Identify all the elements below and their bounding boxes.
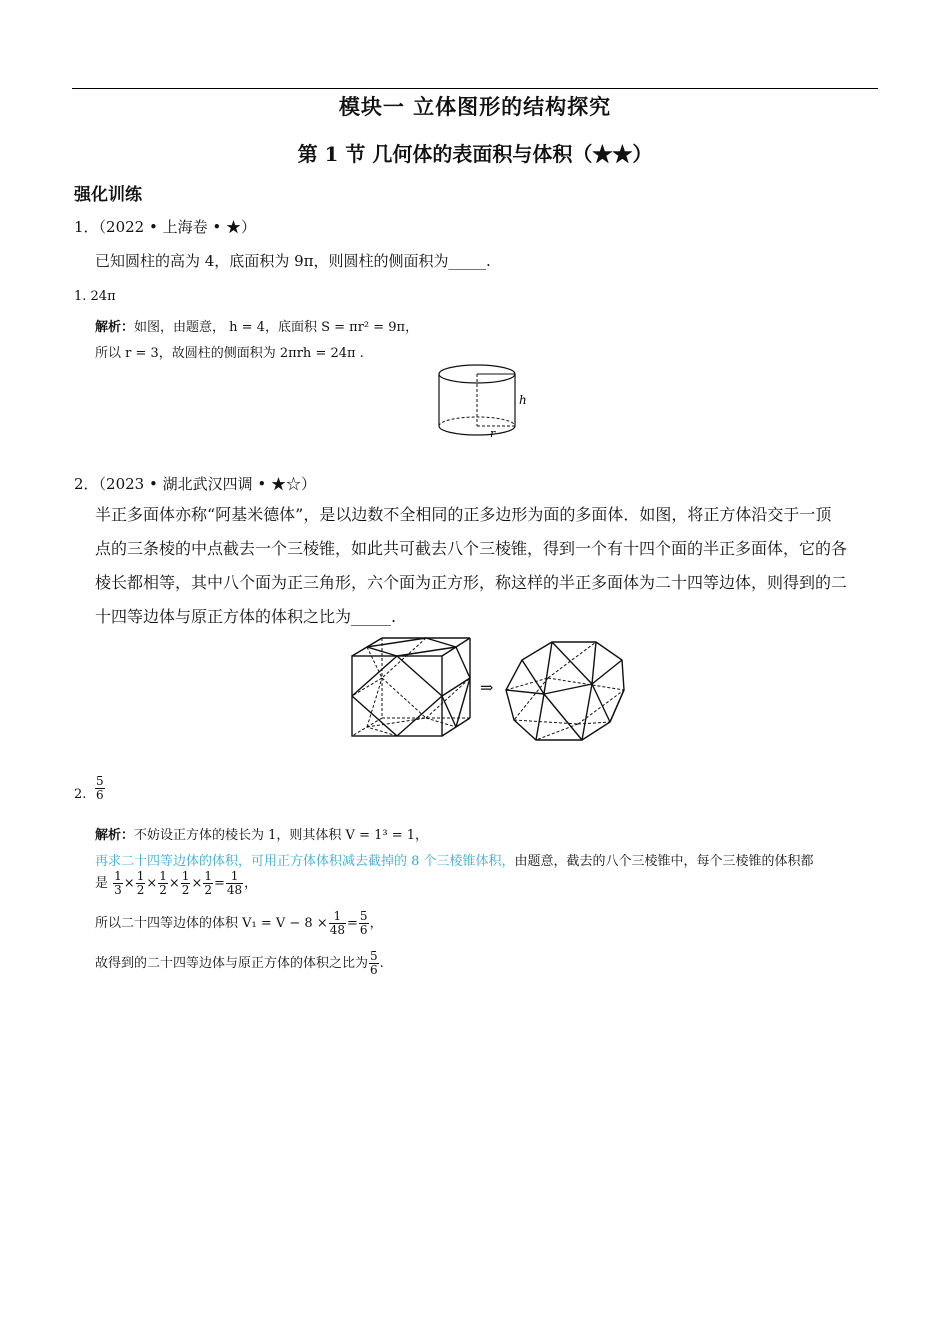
answer-2-line5: 故得到的二十四等边体与原正方体的体积之比为 $\frac{5}{6}$ . xyxy=(95,949,384,977)
answer-2-line1 xyxy=(95,824,428,843)
answer-2-result xyxy=(94,775,106,802)
answer-1-line2: 所以 r = 3，故圆柱的侧面积为 2πrh = 24π . xyxy=(95,346,364,361)
analysis-label: 解析： xyxy=(95,320,135,335)
analysis-label-2: 解析： xyxy=(95,828,135,843)
answer-2-line2 xyxy=(95,850,814,869)
problem-2-line3: 棱长都相等，其中八个面为正三角形，六个面为正方形，称这样的半正多面体为二十四等边体，则得到的二 xyxy=(95,573,848,592)
problem-2-line2: 点的三条棱的中点截去一个三棱锥，如此共可截去八个三棱锥，得到一个有十四个面的半正多面体，它的各 xyxy=(95,539,848,558)
problem-1-source: 1．（2022 • 上海卷 • ★） xyxy=(74,218,256,236)
answer-2-line1-text: 不妨设正方体的棱长为 1，则其体积 V = 1³ = 1， xyxy=(134,828,429,843)
cube-figure xyxy=(350,636,474,740)
problem-1-text: 已知圆柱的高为 4，底面积为 9π，则圆柱的侧面积为_____. xyxy=(95,252,491,270)
answer-2-line3: 是 $\frac{1}{3}$ × $\frac{1}{2}$ × $\frac{1}{2}$ × $\frac{1}{2}$ × $\frac{1}{2}$ = $\frac{1}{48}$ ， xyxy=(95,869,258,897)
answer-2-line4: 所以二十四等边体的体积 V₁ = V − 8 × $\frac{1}{48}$ = $\frac{5}{6}$ ， xyxy=(95,909,383,937)
problem-2-source: 2．（2023 • 湖北武汉四调 • ★☆） xyxy=(74,475,316,493)
answer-2-line2-rest: 由题意，截去的八个三棱锥中，每个三棱锥的体积都 xyxy=(514,854,814,869)
problem-2-line1: 半正多面体亦称“阿基米德体”，是以边数不全相同的正多边形为面的多面体．如图，将正方体沿交于一顶 xyxy=(95,505,832,524)
answer-2-number: 2. xyxy=(74,787,87,802)
answer-1-result: 1. 24π xyxy=(74,289,116,304)
arrow-icon: ⇒ xyxy=(480,678,494,697)
section-title: 第 1 节 几何体的表面积与体积（★★） xyxy=(297,142,653,166)
answer-1-line1-text: 如图，由题意， h = 4，底面积 S = πr² = 9π， xyxy=(134,320,419,335)
subsection-title: 强化训练 xyxy=(74,185,142,205)
problem-2-line4: 十四等边体与原正方体的体积之比为_____. xyxy=(95,607,397,626)
cuboctahedron-figure xyxy=(504,640,626,744)
radius-label: r xyxy=(490,427,496,440)
header-rule xyxy=(72,88,878,89)
answer-1-line1 xyxy=(95,316,418,335)
answer-2-fraction: $\frac{5}{6}$ xyxy=(96,774,104,802)
module-title: 模块一 立体图形的结构探究 xyxy=(338,94,612,119)
height-label: h xyxy=(519,393,527,407)
cylinder-figure xyxy=(435,362,535,444)
answer-2-hint: 再求二十四等边体的体积，可用正方体体积减去截掉的 8 个三棱锥体积， xyxy=(95,854,515,869)
